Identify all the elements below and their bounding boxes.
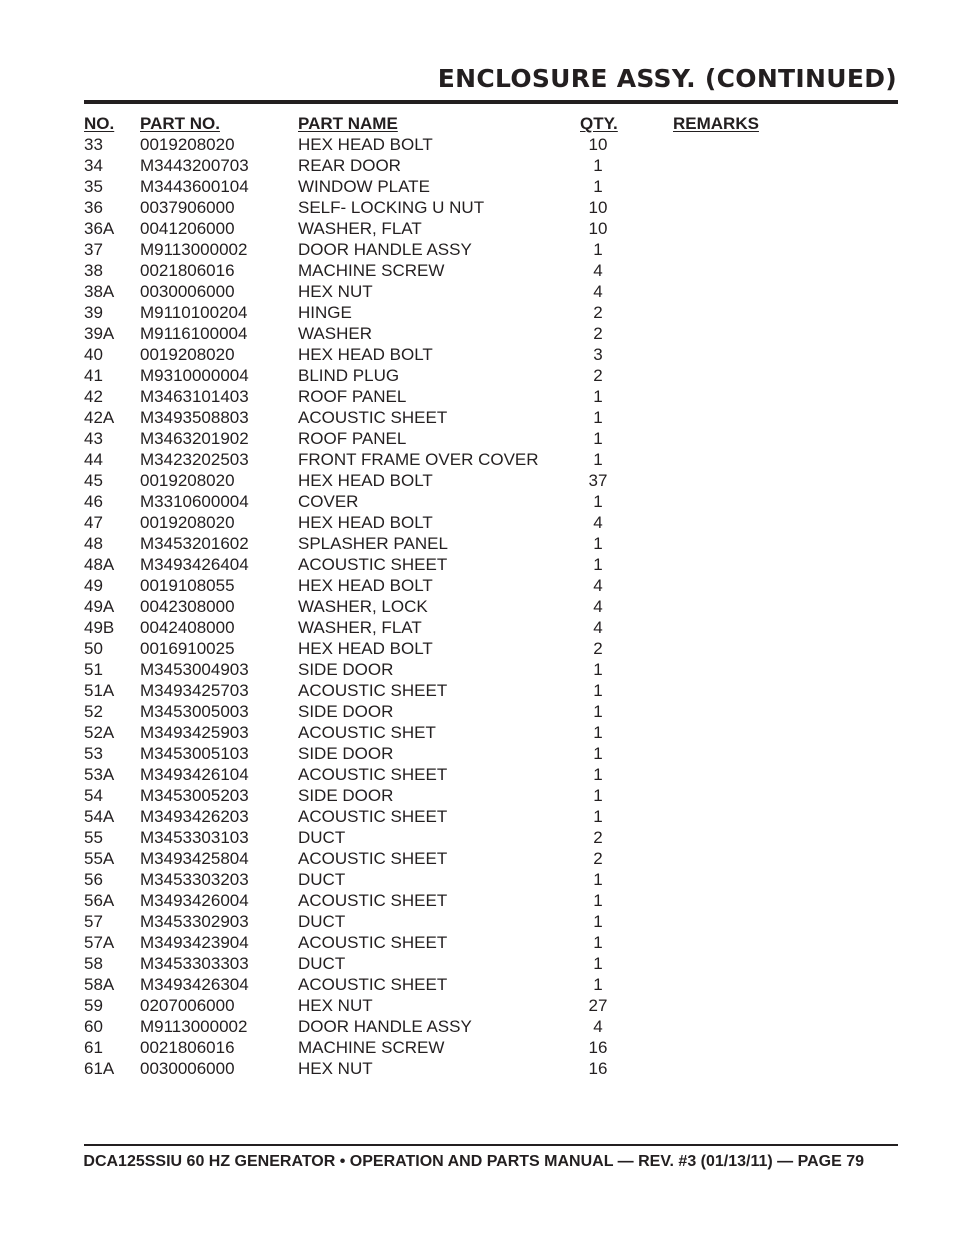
- row-part-no: M3443600104: [140, 177, 249, 196]
- row-part-name: SIDE DOOR: [298, 702, 394, 721]
- row-no: 48A: [84, 555, 115, 574]
- row-part-no: M3310600004: [140, 492, 249, 511]
- row-part-no: 0021806016: [140, 261, 235, 280]
- table-row: [84, 176, 784, 197]
- row-part-name: HEX HEAD BOLT: [298, 576, 433, 595]
- title-divider: [84, 100, 898, 104]
- row-part-name: SPLASHER PANEL: [298, 534, 448, 553]
- row-no: 48: [84, 534, 103, 553]
- table-row: [84, 995, 784, 1016]
- table-row: [84, 260, 784, 281]
- row-part-name: DUCT: [298, 870, 346, 889]
- row-part-name: BLIND PLUG: [298, 366, 400, 385]
- row-part-no: M9310000004: [140, 366, 249, 385]
- row-part-name: SIDE DOOR: [298, 744, 394, 763]
- row-part-name: HEX NUT: [298, 996, 373, 1015]
- row-part-name: ACOUSTIC SHEET: [298, 765, 448, 784]
- row-qty: 1: [593, 933, 603, 952]
- row-part-name: HEX HEAD BOLT: [298, 513, 433, 532]
- row-qty: 4: [593, 282, 603, 301]
- table-header-row: [84, 113, 784, 134]
- row-part-no: 0019208020: [140, 345, 235, 364]
- table-row: [84, 743, 784, 764]
- row-no: 52: [84, 702, 103, 721]
- row-part-name: HINGE: [298, 303, 352, 322]
- table-row: [84, 848, 784, 869]
- row-part-no: M3453004903: [140, 660, 249, 679]
- table-row: [84, 407, 784, 428]
- row-no: 58A: [84, 975, 115, 994]
- row-no: 54: [84, 786, 103, 805]
- row-part-no: M3493426004: [140, 891, 249, 910]
- row-qty: 4: [593, 513, 603, 532]
- row-part-no: M9116100004: [140, 324, 248, 343]
- row-part-name: ACOUSTIC SHEET: [298, 555, 448, 574]
- column-header-qty: QTY.: [580, 114, 618, 133]
- row-part-name: MACHINE SCREW: [298, 1038, 445, 1057]
- row-qty: 1: [593, 891, 603, 910]
- row-part-name: WASHER, LOCK: [298, 597, 428, 616]
- row-qty: 1: [593, 744, 603, 763]
- row-no: 56: [84, 870, 103, 889]
- row-qty: 3: [593, 345, 603, 364]
- table-row: [84, 491, 784, 512]
- row-no: 55A: [84, 849, 115, 868]
- row-no: 49B: [84, 618, 115, 637]
- row-qty: 37: [588, 471, 608, 490]
- row-qty: 1: [593, 807, 603, 826]
- table-body: [84, 134, 784, 1079]
- row-qty: 16: [588, 1038, 608, 1057]
- row-no: 38A: [84, 282, 115, 301]
- row-no: 61: [84, 1038, 103, 1057]
- column-header-part-no: PART NO.: [140, 114, 220, 133]
- row-part-name: DUCT: [298, 828, 346, 847]
- page-footer: DCA125SSIU 60 HZ GENERATOR • OPERATION AND PARTS MANUAL — REV. #3 (01/13/11) — PAGE 79: [83, 1153, 864, 1170]
- table-row: [84, 953, 784, 974]
- row-part-name: DUCT: [298, 954, 346, 973]
- row-part-no: 0207006000: [140, 996, 235, 1015]
- row-qty: 1: [593, 534, 603, 553]
- row-no: 40: [84, 345, 103, 364]
- row-part-no: M3453302903: [140, 912, 249, 931]
- row-part-name: WASHER, FLAT: [298, 618, 422, 637]
- table-row: [84, 365, 784, 386]
- table-row: [84, 197, 784, 218]
- table-row: [84, 533, 784, 554]
- table-row: [84, 281, 784, 302]
- row-part-name: ROOF PANEL: [298, 387, 407, 406]
- row-qty: 4: [593, 1017, 603, 1036]
- table-row: [84, 785, 784, 806]
- row-part-name: MACHINE SCREW: [298, 261, 445, 280]
- column-header-remarks: REMARKS: [673, 114, 759, 133]
- row-part-name: SIDE DOOR: [298, 786, 394, 805]
- row-no: 47: [84, 513, 103, 532]
- row-no: 36: [84, 198, 103, 217]
- row-qty: 1: [593, 492, 603, 511]
- row-part-no: M3493425903: [140, 723, 249, 742]
- row-part-name: HEX HEAD BOLT: [298, 135, 433, 154]
- row-part-name: REAR DOOR: [298, 156, 401, 175]
- table-row: [84, 512, 784, 533]
- table-row: [84, 155, 784, 176]
- row-qty: 16: [588, 1059, 608, 1078]
- row-no: 43: [84, 429, 103, 448]
- row-part-no: M9113000002: [140, 1017, 248, 1036]
- row-qty: 1: [593, 450, 603, 469]
- row-part-no: M3453303303: [140, 954, 249, 973]
- table-row: [84, 680, 784, 701]
- row-no: 42A: [84, 408, 115, 427]
- table-row: [84, 1016, 784, 1037]
- row-part-no: 0042408000: [140, 618, 235, 637]
- row-part-name: DOOR HANDLE ASSY: [298, 1017, 472, 1036]
- table-row: [84, 554, 784, 575]
- row-part-no: M3463101403: [140, 387, 249, 406]
- row-qty: 10: [588, 135, 608, 154]
- row-part-name: HEX HEAD BOLT: [298, 471, 433, 490]
- row-part-no: 0037906000: [140, 198, 235, 217]
- parts-table: [84, 113, 784, 1079]
- table-row: [84, 974, 784, 995]
- row-qty: 4: [593, 618, 603, 637]
- row-no: 35: [84, 177, 103, 196]
- row-no: 52A: [84, 723, 115, 742]
- row-no: 46: [84, 492, 103, 511]
- row-part-no: 0019208020: [140, 471, 235, 490]
- row-no: 39A: [84, 324, 115, 343]
- row-part-no: M3453005103: [140, 744, 249, 763]
- row-part-name: FRONT FRAME OVER COVER: [298, 450, 539, 469]
- row-qty: 10: [588, 198, 608, 217]
- row-part-name: HEX HEAD BOLT: [298, 639, 433, 658]
- row-no: 42: [84, 387, 103, 406]
- table-row: [84, 428, 784, 449]
- row-qty: 4: [593, 261, 603, 280]
- row-part-no: 0042308000: [140, 597, 235, 616]
- table-row: [84, 911, 784, 932]
- row-part-no: 0019208020: [140, 513, 235, 532]
- row-no: 50: [84, 639, 103, 658]
- row-no: 41: [84, 366, 103, 385]
- table-row: [84, 344, 784, 365]
- row-part-no: M3463201902: [140, 429, 249, 448]
- table-row: [84, 764, 784, 785]
- row-qty: 2: [593, 366, 603, 385]
- row-no: 34: [84, 156, 103, 175]
- row-part-no: M3493423904: [140, 933, 249, 952]
- row-part-name: WASHER, FLAT: [298, 219, 422, 238]
- row-part-no: 0019108055: [140, 576, 235, 595]
- row-qty: 4: [593, 597, 603, 616]
- row-qty: 1: [593, 429, 603, 448]
- row-no: 61A: [84, 1059, 115, 1078]
- table-row: [84, 323, 784, 344]
- row-part-no: M3493426203: [140, 807, 249, 826]
- table-row: [84, 701, 784, 722]
- row-part-name: HEX HEAD BOLT: [298, 345, 433, 364]
- row-part-name: ACOUSTIC SHET: [298, 723, 436, 742]
- row-part-no: M3423202503: [140, 450, 249, 469]
- table-row: [84, 890, 784, 911]
- row-part-no: M3493425703: [140, 681, 249, 700]
- row-qty: 1: [593, 240, 603, 259]
- table-row: [84, 1058, 784, 1079]
- column-header-no: NO.: [84, 114, 115, 133]
- row-no: 38: [84, 261, 103, 280]
- table-row: [84, 827, 784, 848]
- row-no: 36A: [84, 219, 115, 238]
- row-part-name: COVER: [298, 492, 359, 511]
- row-part-name: ACOUSTIC SHEET: [298, 807, 448, 826]
- row-part-name: DUCT: [298, 912, 346, 931]
- row-qty: 1: [593, 681, 603, 700]
- row-no: 37: [84, 240, 103, 259]
- row-qty: 1: [593, 177, 603, 196]
- row-part-no: 0019208020: [140, 135, 235, 154]
- table-row: [84, 470, 784, 491]
- row-qty: 2: [593, 639, 603, 658]
- row-part-no: 0030006000: [140, 1059, 235, 1078]
- row-qty: 1: [593, 555, 603, 574]
- row-no: 57: [84, 912, 103, 931]
- row-part-no: M3493508803: [140, 408, 249, 427]
- row-part-name: HEX NUT: [298, 282, 373, 301]
- row-no: 53: [84, 744, 103, 763]
- row-part-no: M3443200703: [140, 156, 249, 175]
- row-no: 49: [84, 576, 103, 595]
- row-qty: 2: [593, 324, 603, 343]
- table-row: [84, 134, 784, 155]
- row-qty: 27: [588, 996, 608, 1015]
- row-no: 53A: [84, 765, 115, 784]
- row-part-no: 0041206000: [140, 219, 235, 238]
- row-qty: 1: [593, 912, 603, 931]
- row-part-name: HEX NUT: [298, 1059, 373, 1078]
- row-qty: 1: [593, 765, 603, 784]
- row-part-no: M3493426304: [140, 975, 249, 994]
- table-row: [84, 386, 784, 407]
- row-no: 39: [84, 303, 103, 322]
- table-row: [84, 449, 784, 470]
- row-qty: 1: [593, 954, 603, 973]
- row-part-name: ACOUSTIC SHEET: [298, 408, 448, 427]
- table-row: [84, 239, 784, 260]
- row-part-name: SIDE DOOR: [298, 660, 394, 679]
- row-part-name: ACOUSTIC SHEET: [298, 891, 448, 910]
- row-part-no: M3493426404: [140, 555, 249, 574]
- row-no: 44: [84, 450, 103, 469]
- row-part-no: M3493426104: [140, 765, 249, 784]
- table-row: [84, 722, 784, 743]
- row-no: 51: [84, 660, 103, 679]
- table-row: [84, 638, 784, 659]
- row-part-name: ACOUSTIC SHEET: [298, 849, 448, 868]
- row-qty: 1: [593, 702, 603, 721]
- row-no: 59: [84, 996, 103, 1015]
- row-part-no: M3453303103: [140, 828, 249, 847]
- row-qty: 1: [593, 660, 603, 679]
- row-part-no: M3453201602: [140, 534, 249, 553]
- row-no: 57A: [84, 933, 115, 952]
- table-row: [84, 218, 784, 239]
- row-no: 60: [84, 1017, 103, 1036]
- row-qty: 1: [593, 387, 603, 406]
- table-row: [84, 806, 784, 827]
- row-part-no: M3453005203: [140, 786, 249, 805]
- table-row: [84, 302, 784, 323]
- row-qty: 4: [593, 576, 603, 595]
- row-qty: 1: [593, 786, 603, 805]
- row-part-name: WASHER: [298, 324, 372, 343]
- row-part-name: SELF- LOCKING U NUT: [298, 198, 485, 217]
- row-no: 55: [84, 828, 103, 847]
- row-qty: 1: [593, 723, 603, 742]
- row-qty: 2: [593, 303, 603, 322]
- table-row: [84, 596, 784, 617]
- row-no: 58: [84, 954, 103, 973]
- row-part-name: WINDOW PLATE: [298, 177, 430, 196]
- row-no: 56A: [84, 891, 115, 910]
- row-qty: 1: [593, 408, 603, 427]
- row-part-no: M9113000002: [140, 240, 248, 259]
- column-header-part-name: PART NAME: [298, 114, 398, 133]
- row-part-name: ACOUSTIC SHEET: [298, 933, 448, 952]
- row-part-no: M3493425804: [140, 849, 249, 868]
- row-part-no: 0016910025: [140, 639, 235, 658]
- row-qty: 1: [593, 156, 603, 175]
- table-row: [84, 932, 784, 953]
- row-qty: 2: [593, 828, 603, 847]
- table-row: [84, 869, 784, 890]
- row-qty: 1: [593, 870, 603, 889]
- row-part-no: M3453303203: [140, 870, 249, 889]
- table-row: [84, 575, 784, 596]
- row-no: 51A: [84, 681, 115, 700]
- row-qty: 10: [588, 219, 608, 238]
- row-part-no: 0030006000: [140, 282, 235, 301]
- row-part-name: ACOUSTIC SHEET: [298, 681, 448, 700]
- page-title: ENCLOSURE ASSY. (CONTINUED): [437, 64, 897, 93]
- row-part-no: 0021806016: [140, 1038, 235, 1057]
- row-part-no: M3453005003: [140, 702, 249, 721]
- table-row: [84, 659, 784, 680]
- footer-divider: [84, 1144, 898, 1146]
- row-qty: 1: [593, 975, 603, 994]
- row-no: 33: [84, 135, 103, 154]
- row-part-name: ROOF PANEL: [298, 429, 407, 448]
- row-qty: 2: [593, 849, 603, 868]
- table-row: [84, 1037, 784, 1058]
- table-row: [84, 617, 784, 638]
- row-no: 54A: [84, 807, 115, 826]
- row-part-name: DOOR HANDLE ASSY: [298, 240, 472, 259]
- row-no: 49A: [84, 597, 115, 616]
- row-no: 45: [84, 471, 103, 490]
- row-part-name: ACOUSTIC SHEET: [298, 975, 448, 994]
- row-part-no: M9110100204: [140, 303, 248, 322]
